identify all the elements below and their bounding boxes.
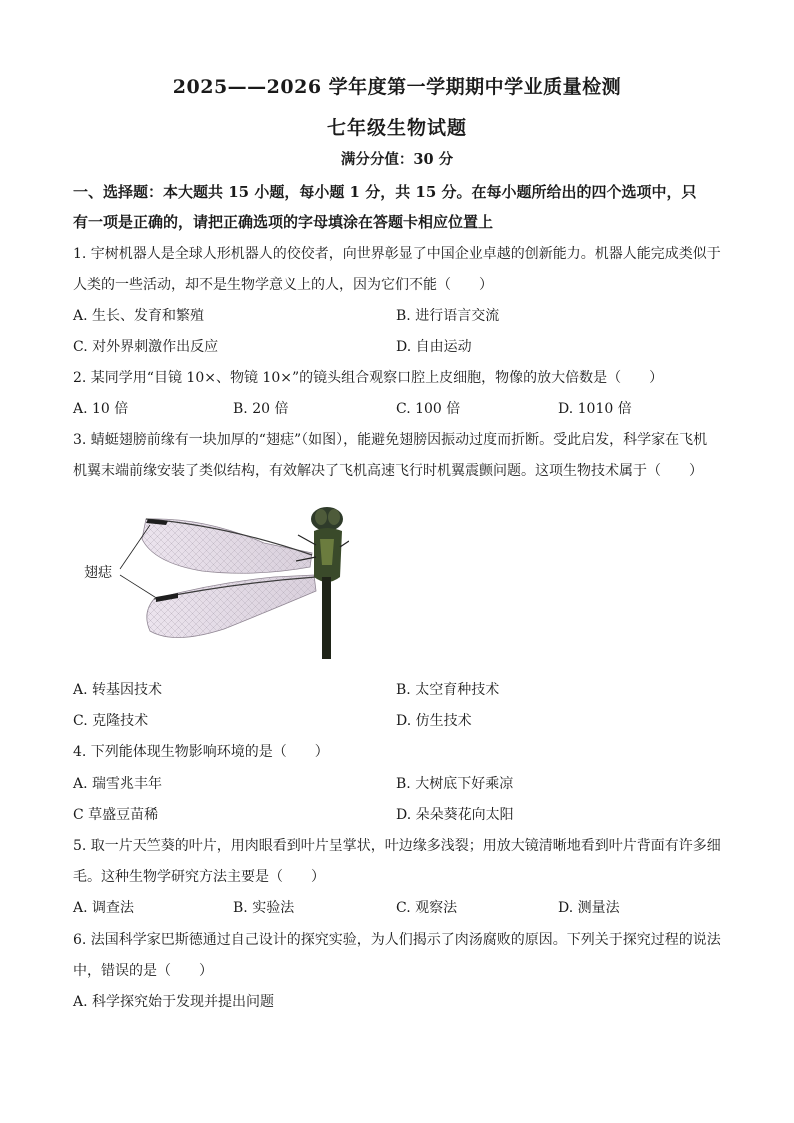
question-4-option-c: C 草盛豆苗稀 (73, 807, 159, 823)
question-1-option-c: C. 对外界刺激作出反应 (73, 339, 219, 355)
question-4-option-a: A. 瑞雪兆丰年 (73, 776, 163, 792)
question-2-stem: 2. 某同学用“目镜 10×、物镜 10×”的镜头组合观察口腔上皮细胞，物像的放大倍数是（ ） (73, 370, 664, 386)
question-3-option-b: B. 太空育种技术 (396, 682, 500, 698)
question-6-option-a: A. 科学探究始于发现并提出问题 (73, 994, 275, 1010)
exam-subtitle: 七年级生物试题 (326, 117, 467, 139)
question-2-option-c: C. 100 倍 (396, 401, 461, 417)
question-4-option-d: D. 朵朵葵花向太阳 (396, 807, 514, 823)
question-1-option-b: B. 进行语言交流 (396, 308, 500, 324)
question-3-option-d: D. 仿生技术 (396, 713, 472, 729)
question-1-option-a: A. 生长、发育和繁殖 (73, 308, 205, 324)
section-heading: 一、选择题：本大题共 15 小题，每小题 1 分，共 15 分。在每小题所给出的四个选项中，只 (73, 183, 697, 201)
question-6-stem: 6. 法国科学家巴斯德通过自己设计的探究实验，为人们揭示了肉汤腐败的原因。下列关于探究过程的说法 (73, 932, 721, 948)
full-score: 满分分值：30 分 (340, 151, 454, 168)
question-3-option-a: A. 转基因技术 (73, 682, 163, 698)
question-3-option-c: C. 克隆技术 (73, 713, 149, 729)
question-2-option-b: B. 20 倍 (233, 401, 289, 417)
question-5-option-b: B. 实验法 (233, 900, 295, 916)
exam-title: 2025——2026 学年度第一学期期中学业质量检测 (172, 76, 622, 98)
question-5-option-d: D. 测量法 (558, 900, 620, 916)
question-4-option-b: B. 大树底下好乘凉 (396, 776, 514, 792)
question-1-option-d: D. 自由运动 (396, 339, 472, 355)
question-5-stem: 5. 取一片天竺葵的叶片，用肉眼看到叶片呈掌状，叶边缘多浅裂；用放大镜清晰地看到叶片背面有许多细 (73, 838, 721, 854)
question-6-stem: 中，错误的是（ ） (73, 963, 213, 979)
question-5-option-a: A. 调查法 (73, 900, 135, 916)
question-4-stem: 4. 下列能体现生物影响环境的是（ ） (73, 744, 329, 760)
dragonfly-wing-figure (84, 505, 349, 660)
question-1-stem: 1. 宇树机器人是全球人形机器人的佼佼者，向世界彰显了中国企业卓越的创新能力。机器人能完成类似于 (73, 246, 721, 262)
question-3-stem: 机翼末端前缘安装了类似结构，有效解决了飞机高速飞行时机翼震颤问题。这项生物技术属于（ ） (73, 463, 703, 479)
question-2-option-a: A. 10 倍 (73, 401, 129, 417)
question-5-option-c: C. 观察法 (396, 900, 458, 916)
figure-label-pterostigma: 翅痣 (84, 565, 112, 581)
question-2-option-d: D. 1010 倍 (558, 401, 632, 417)
section-heading: 有一项是正确的，请把正确选项的字母填涂在答题卡相应位置上 (73, 213, 494, 231)
question-3-stem: 3. 蜻蜓翅膀前缘有一块加厚的“翅痣”（如图），能避免翅膀因振动过度而折断。受此启发，科学家在飞机 (73, 432, 708, 448)
question-1-stem: 人类的一些活动，却不是生物学意义上的人，因为它们不能（ ） (73, 277, 493, 293)
question-5-stem: 毛。这种生物学研究方法主要是（ ） (73, 869, 325, 885)
